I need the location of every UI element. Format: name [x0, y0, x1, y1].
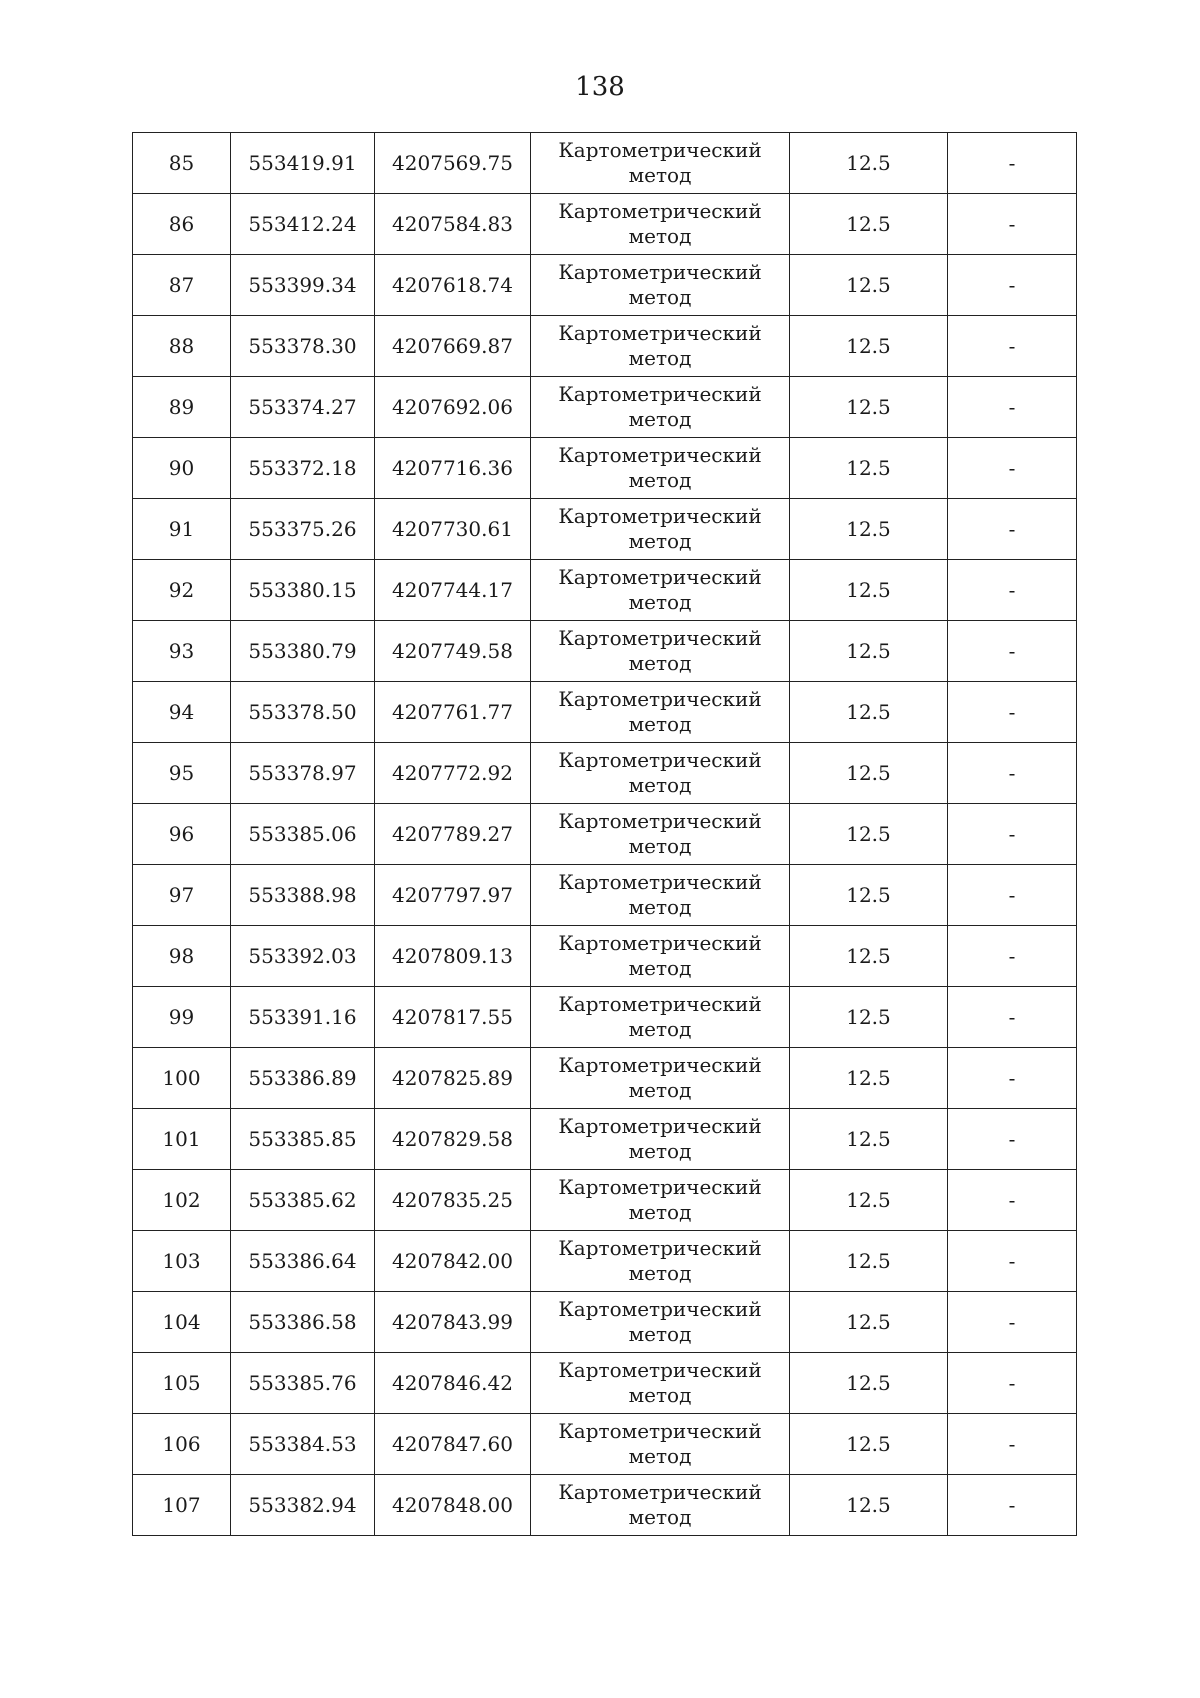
- y-coordinate-cell: 4207797.97: [375, 865, 531, 926]
- note-cell: -: [948, 255, 1077, 316]
- note-cell: -: [948, 926, 1077, 987]
- accuracy-cell: 12.5: [790, 804, 948, 865]
- table-row: [133, 560, 1077, 621]
- method-line-2: метод: [628, 346, 692, 370]
- accuracy-cell: 12.5: [790, 438, 948, 499]
- y-coordinate-cell: 4207669.87: [375, 316, 531, 377]
- table-row: [133, 1109, 1077, 1170]
- point-number-cell: 97: [133, 865, 231, 926]
- method-cell: [531, 743, 790, 804]
- point-number-cell: 101: [133, 1109, 231, 1170]
- method-line-1: Картометрический: [558, 1114, 762, 1138]
- method-cell: [531, 438, 790, 499]
- accuracy-cell: 12.5: [790, 1353, 948, 1414]
- method-line-2: метод: [628, 407, 692, 431]
- y-coordinate-cell: 4207825.89: [375, 1048, 531, 1109]
- point-number-cell: 92: [133, 560, 231, 621]
- method-line-2: метод: [628, 590, 692, 614]
- y-coordinate-cell: 4207835.25: [375, 1170, 531, 1231]
- note-cell: -: [948, 438, 1077, 499]
- table-row: [133, 1353, 1077, 1414]
- method-line-1: Картометрический: [558, 748, 762, 772]
- accuracy-cell: 12.5: [790, 926, 948, 987]
- method-line-1: Картометрический: [558, 260, 762, 284]
- point-number-cell: 100: [133, 1048, 231, 1109]
- method-line-2: метод: [628, 1261, 692, 1285]
- accuracy-cell: 12.5: [790, 682, 948, 743]
- y-coordinate-cell: 4207716.36: [375, 438, 531, 499]
- method-cell: [531, 1048, 790, 1109]
- method-line-1: Картометрический: [558, 931, 762, 955]
- method-cell: [531, 1292, 790, 1353]
- y-coordinate-cell: 4207584.83: [375, 194, 531, 255]
- method-cell: [531, 1353, 790, 1414]
- accuracy-cell: 12.5: [790, 1292, 948, 1353]
- point-number-cell: 93: [133, 621, 231, 682]
- x-coordinate-cell: 553385.76: [231, 1353, 375, 1414]
- method-line-1: Картометрический: [558, 992, 762, 1016]
- note-cell: -: [948, 1048, 1077, 1109]
- note-cell: -: [948, 1170, 1077, 1231]
- x-coordinate-cell: 553382.94: [231, 1475, 375, 1536]
- note-cell: -: [948, 743, 1077, 804]
- x-coordinate-cell: 553375.26: [231, 499, 375, 560]
- accuracy-cell: 12.5: [790, 1048, 948, 1109]
- x-coordinate-cell: 553386.64: [231, 1231, 375, 1292]
- point-number-cell: 99: [133, 987, 231, 1048]
- point-number-cell: 96: [133, 804, 231, 865]
- x-coordinate-cell: 553385.62: [231, 1170, 375, 1231]
- y-coordinate-cell: 4207569.75: [375, 133, 531, 194]
- x-coordinate-cell: 553391.16: [231, 987, 375, 1048]
- method-line-1: Картометрический: [558, 199, 762, 223]
- point-number-cell: 102: [133, 1170, 231, 1231]
- y-coordinate-cell: 4207772.92: [375, 743, 531, 804]
- method-cell: [531, 377, 790, 438]
- table-row: [133, 438, 1077, 499]
- point-number-cell: 98: [133, 926, 231, 987]
- method-cell: [531, 682, 790, 743]
- table-row: [133, 1292, 1077, 1353]
- note-cell: -: [948, 133, 1077, 194]
- method-line-1: Картометрический: [558, 382, 762, 406]
- x-coordinate-cell: 553385.85: [231, 1109, 375, 1170]
- accuracy-cell: 12.5: [790, 255, 948, 316]
- method-cell: [531, 1231, 790, 1292]
- accuracy-cell: 12.5: [790, 560, 948, 621]
- method-cell: [531, 560, 790, 621]
- method-line-2: метод: [628, 1200, 692, 1224]
- point-number-cell: 86: [133, 194, 231, 255]
- point-number-cell: 94: [133, 682, 231, 743]
- method-line-1: Картометрический: [558, 809, 762, 833]
- accuracy-cell: 12.5: [790, 1475, 948, 1536]
- point-number-cell: 90: [133, 438, 231, 499]
- note-cell: -: [948, 499, 1077, 560]
- y-coordinate-cell: 4207829.58: [375, 1109, 531, 1170]
- note-cell: -: [948, 1475, 1077, 1536]
- method-line-2: метод: [628, 1139, 692, 1163]
- accuracy-cell: 12.5: [790, 1414, 948, 1475]
- method-line-2: метод: [628, 224, 692, 248]
- method-cell: [531, 926, 790, 987]
- method-line-1: Картометрический: [558, 138, 762, 162]
- y-coordinate-cell: 4207761.77: [375, 682, 531, 743]
- table-row: [133, 865, 1077, 926]
- method-cell: [531, 1109, 790, 1170]
- y-coordinate-cell: 4207846.42: [375, 1353, 531, 1414]
- note-cell: -: [948, 1353, 1077, 1414]
- method-line-2: метод: [628, 285, 692, 309]
- x-coordinate-cell: 553412.24: [231, 194, 375, 255]
- point-number-cell: 89: [133, 377, 231, 438]
- coordinates-table: [132, 132, 1077, 1536]
- method-line-2: метод: [628, 1444, 692, 1468]
- point-number-cell: 105: [133, 1353, 231, 1414]
- x-coordinate-cell: 553392.03: [231, 926, 375, 987]
- method-line-2: метод: [628, 1505, 692, 1529]
- note-cell: -: [948, 377, 1077, 438]
- x-coordinate-cell: 553378.30: [231, 316, 375, 377]
- table-row: [133, 499, 1077, 560]
- method-cell: [531, 621, 790, 682]
- x-coordinate-cell: 553419.91: [231, 133, 375, 194]
- accuracy-cell: 12.5: [790, 316, 948, 377]
- x-coordinate-cell: 553386.89: [231, 1048, 375, 1109]
- accuracy-cell: 12.5: [790, 865, 948, 926]
- method-line-1: Картометрический: [558, 1236, 762, 1260]
- method-line-2: метод: [628, 834, 692, 858]
- note-cell: -: [948, 1109, 1077, 1170]
- x-coordinate-cell: 553378.97: [231, 743, 375, 804]
- y-coordinate-cell: 4207692.06: [375, 377, 531, 438]
- method-cell: [531, 804, 790, 865]
- note-cell: -: [948, 987, 1077, 1048]
- note-cell: -: [948, 865, 1077, 926]
- table-row: [133, 194, 1077, 255]
- y-coordinate-cell: 4207843.99: [375, 1292, 531, 1353]
- point-number-cell: 107: [133, 1475, 231, 1536]
- point-number-cell: 88: [133, 316, 231, 377]
- method-line-1: Картометрический: [558, 1297, 762, 1321]
- y-coordinate-cell: 4207744.17: [375, 560, 531, 621]
- table-row: [133, 1048, 1077, 1109]
- table-row: [133, 133, 1077, 194]
- y-coordinate-cell: 4207789.27: [375, 804, 531, 865]
- y-coordinate-cell: 4207730.61: [375, 499, 531, 560]
- y-coordinate-cell: 4207817.55: [375, 987, 531, 1048]
- y-coordinate-cell: 4207749.58: [375, 621, 531, 682]
- x-coordinate-cell: 553388.98: [231, 865, 375, 926]
- x-coordinate-cell: 553399.34: [231, 255, 375, 316]
- method-cell: [531, 316, 790, 377]
- point-number-cell: 91: [133, 499, 231, 560]
- note-cell: -: [948, 1414, 1077, 1475]
- method-cell: [531, 194, 790, 255]
- x-coordinate-cell: 553384.53: [231, 1414, 375, 1475]
- method-cell: [531, 133, 790, 194]
- accuracy-cell: 12.5: [790, 1231, 948, 1292]
- method-line-1: Картометрический: [558, 1419, 762, 1443]
- y-coordinate-cell: 4207848.00: [375, 1475, 531, 1536]
- accuracy-cell: 12.5: [790, 377, 948, 438]
- table-row: [133, 743, 1077, 804]
- accuracy-cell: 12.5: [790, 743, 948, 804]
- method-cell: [531, 865, 790, 926]
- accuracy-cell: 12.5: [790, 1109, 948, 1170]
- method-line-2: метод: [628, 712, 692, 736]
- note-cell: -: [948, 682, 1077, 743]
- note-cell: -: [948, 621, 1077, 682]
- method-line-2: метод: [628, 1383, 692, 1407]
- accuracy-cell: 12.5: [790, 1170, 948, 1231]
- method-line-2: метод: [628, 1017, 692, 1041]
- table-row: [133, 987, 1077, 1048]
- method-line-1: Картометрический: [558, 870, 762, 894]
- method-line-1: Картометрический: [558, 565, 762, 589]
- method-line-1: Картометрический: [558, 1480, 762, 1504]
- method-line-2: метод: [628, 651, 692, 675]
- x-coordinate-cell: 553386.58: [231, 1292, 375, 1353]
- method-line-1: Картометрический: [558, 1175, 762, 1199]
- x-coordinate-cell: 553372.18: [231, 438, 375, 499]
- x-coordinate-cell: 553380.79: [231, 621, 375, 682]
- accuracy-cell: 12.5: [790, 194, 948, 255]
- method-line-1: Картометрический: [558, 687, 762, 711]
- table-row: [133, 316, 1077, 377]
- method-line-2: метод: [628, 1078, 692, 1102]
- table-row: [133, 804, 1077, 865]
- point-number-cell: 103: [133, 1231, 231, 1292]
- method-line-2: метод: [628, 529, 692, 553]
- accuracy-cell: 12.5: [790, 987, 948, 1048]
- table-row: [133, 1475, 1077, 1536]
- x-coordinate-cell: 553385.06: [231, 804, 375, 865]
- point-number-cell: 106: [133, 1414, 231, 1475]
- point-number-cell: 85: [133, 133, 231, 194]
- table-row: [133, 621, 1077, 682]
- table-row: [133, 926, 1077, 987]
- method-line-1: Картометрический: [558, 1358, 762, 1382]
- table-row: [133, 682, 1077, 743]
- method-line-2: метод: [628, 468, 692, 492]
- method-cell: [531, 255, 790, 316]
- point-number-cell: 95: [133, 743, 231, 804]
- table-row: [133, 1231, 1077, 1292]
- x-coordinate-cell: 553380.15: [231, 560, 375, 621]
- note-cell: -: [948, 1292, 1077, 1353]
- point-number-cell: 104: [133, 1292, 231, 1353]
- method-cell: [531, 499, 790, 560]
- table-row: [133, 377, 1077, 438]
- y-coordinate-cell: 4207847.60: [375, 1414, 531, 1475]
- accuracy-cell: 12.5: [790, 499, 948, 560]
- method-line-2: метод: [628, 163, 692, 187]
- method-line-1: Картометрический: [558, 1053, 762, 1077]
- method-line-2: метод: [628, 895, 692, 919]
- coordinates-table-body: [133, 133, 1077, 1536]
- note-cell: -: [948, 1231, 1077, 1292]
- method-line-1: Картометрический: [558, 321, 762, 345]
- y-coordinate-cell: 4207618.74: [375, 255, 531, 316]
- page-number: 138: [575, 72, 625, 102]
- method-line-2: метод: [628, 773, 692, 797]
- table-row: [133, 1170, 1077, 1231]
- x-coordinate-cell: 553378.50: [231, 682, 375, 743]
- table-row: [133, 1414, 1077, 1475]
- method-line-1: Картометрический: [558, 504, 762, 528]
- method-cell: [531, 987, 790, 1048]
- method-line-1: Картометрический: [558, 443, 762, 467]
- table-row: [133, 255, 1077, 316]
- x-coordinate-cell: 553374.27: [231, 377, 375, 438]
- note-cell: -: [948, 194, 1077, 255]
- accuracy-cell: 12.5: [790, 621, 948, 682]
- note-cell: -: [948, 560, 1077, 621]
- note-cell: -: [948, 804, 1077, 865]
- method-line-2: метод: [628, 1322, 692, 1346]
- y-coordinate-cell: 4207842.00: [375, 1231, 531, 1292]
- note-cell: -: [948, 316, 1077, 377]
- method-cell: [531, 1170, 790, 1231]
- method-cell: [531, 1475, 790, 1536]
- method-line-1: Картометрический: [558, 626, 762, 650]
- point-number-cell: 87: [133, 255, 231, 316]
- method-cell: [531, 1414, 790, 1475]
- y-coordinate-cell: 4207809.13: [375, 926, 531, 987]
- accuracy-cell: 12.5: [790, 133, 948, 194]
- method-line-2: метод: [628, 956, 692, 980]
